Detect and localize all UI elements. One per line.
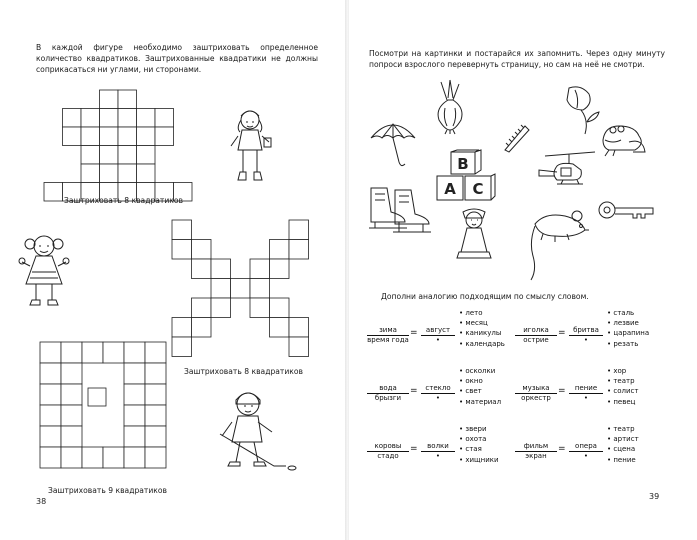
grid-cell[interactable]: [172, 337, 192, 357]
grid-cell[interactable]: [61, 426, 82, 447]
grid-cell[interactable]: [270, 240, 290, 260]
grid-cell[interactable]: [44, 183, 63, 202]
analogy-denominator: острие: [523, 336, 549, 344]
grid-cell[interactable]: [61, 363, 82, 384]
caption-figure-1: Заштриховать 8 квадратиков: [64, 196, 183, 205]
analogy-fraction-right: [569, 326, 603, 345]
analogy-given-word: август: [421, 326, 455, 336]
grid-cell[interactable]: [289, 240, 309, 260]
grid-cell[interactable]: [155, 127, 174, 146]
grid-cell[interactable]: [40, 384, 61, 405]
equals-sign: =: [558, 386, 566, 396]
grid-cell[interactable]: [118, 127, 137, 146]
grid-cell[interactable]: [145, 405, 166, 426]
grid-cell[interactable]: [124, 405, 145, 426]
analogy-given-word: волки: [421, 442, 455, 452]
skates-icon: [365, 184, 435, 240]
grid-cell[interactable]: [145, 363, 166, 384]
analogy-option[interactable]: • стая: [459, 444, 499, 454]
analogy-blank[interactable]: •: [435, 336, 441, 344]
grid-cell[interactable]: [103, 447, 124, 468]
grid-cell[interactable]: [61, 384, 82, 405]
analogy-option[interactable]: • резать: [607, 339, 649, 349]
block-letter-b: B: [457, 155, 469, 173]
grid-cell[interactable]: [231, 279, 251, 299]
analogy-option[interactable]: • хор: [607, 366, 638, 376]
analogy-option[interactable]: • царапина: [607, 328, 649, 338]
analogy-denominator: оркестр: [521, 394, 551, 402]
analogy-option[interactable]: • месяц: [459, 318, 505, 328]
grid-cell[interactable]: [137, 127, 156, 146]
grid-cell[interactable]: [172, 240, 192, 260]
analogy-given-word: опера: [569, 442, 603, 452]
analogy-option[interactable]: • лето: [459, 308, 505, 318]
umbrella-icon: [367, 118, 419, 170]
analogy-fraction-right: [421, 442, 455, 461]
analogy-blank[interactable]: •: [583, 452, 589, 460]
caption-figure-3: Заштриховать 9 квадратиков: [48, 486, 167, 495]
grid-cell[interactable]: [124, 447, 145, 468]
grid-cell[interactable]: [100, 127, 119, 146]
equals-sign: =: [410, 386, 418, 396]
analogy-row: [515, 367, 665, 430]
grid-cell[interactable]: [289, 318, 309, 338]
analogy-option[interactable]: • звери: [459, 424, 499, 434]
page-number-right: 39: [649, 492, 660, 501]
analogy-given-word: пение: [569, 384, 603, 394]
analogy-option[interactable]: • театр: [607, 424, 639, 434]
grid-cell[interactable]: [100, 146, 119, 165]
grid-cell[interactable]: [63, 127, 82, 146]
equals-sign: =: [558, 328, 566, 338]
grid-cell[interactable]: [103, 342, 124, 363]
analogy-option[interactable]: • сцена: [607, 444, 639, 454]
grid-cell[interactable]: [145, 384, 166, 405]
grid-cell[interactable]: [118, 146, 137, 165]
analogy-fraction-right: [421, 326, 455, 345]
grid-cell[interactable]: [81, 127, 100, 146]
analogy-option[interactable]: • пение: [607, 455, 639, 465]
analogy-option[interactable]: • окно: [459, 376, 501, 386]
analogy-fraction-left: [367, 442, 409, 461]
analogy-given-word: стекло: [421, 384, 455, 394]
analogy-option[interactable]: • каникулы: [459, 328, 505, 338]
analogy-options: [459, 424, 499, 465]
grid-cell[interactable]: [100, 164, 119, 183]
grid-cell[interactable]: [172, 220, 192, 240]
analogy-option[interactable]: • охота: [459, 434, 499, 444]
grid-cell[interactable]: [61, 342, 82, 363]
grid-cell[interactable]: [82, 447, 103, 468]
grid-cell[interactable]: [145, 342, 166, 363]
grid-cell[interactable]: [124, 342, 145, 363]
analogy-fraction-right: [569, 384, 603, 403]
grid-cell[interactable]: [211, 298, 231, 318]
grid-cell[interactable]: [250, 298, 270, 318]
analogy-option[interactable]: • театр: [607, 376, 638, 386]
grid-cell[interactable]: [145, 426, 166, 447]
grid-cell[interactable]: [118, 164, 137, 183]
grid-cell[interactable]: [192, 240, 212, 260]
analogy-row: [367, 367, 517, 430]
analogy-fraction-left: [515, 384, 557, 403]
analogy-fraction-right: [569, 442, 603, 461]
helicopter-icon: [537, 150, 601, 194]
analogy-option[interactable]: • хищники: [459, 455, 499, 465]
grid-cell[interactable]: [192, 318, 212, 338]
grid-cell[interactable]: [63, 109, 82, 128]
girl-illustration: [228, 106, 272, 188]
grid-cell[interactable]: [61, 405, 82, 426]
left-page: [0, 0, 346, 540]
analogy-option[interactable]: • осколки: [459, 366, 501, 376]
grid-cell[interactable]: [172, 318, 192, 338]
page-number-left: 38: [36, 497, 47, 506]
analogy-option[interactable]: • лезвие: [607, 318, 649, 328]
analogy-blank[interactable]: •: [583, 394, 589, 402]
tulip-icon: [559, 84, 603, 136]
analogy-option[interactable]: • солист: [607, 386, 638, 396]
grid-cell[interactable]: [118, 109, 137, 128]
grid-cell[interactable]: [61, 447, 82, 468]
hockey-player-illustration: [212, 386, 300, 476]
left-instruction: В каждой фигуре необходимо заштриховать определенное количество квадратиков. Заштрихованные квадратики не должны соприкасаться ни углами, ни сторонами.: [36, 43, 318, 74]
block-letter-a: A: [444, 180, 456, 198]
grid-cell[interactable]: [155, 109, 174, 128]
grid-cell[interactable]: [81, 164, 100, 183]
grid-cell[interactable]: [137, 146, 156, 165]
analogy-option[interactable]: • свет: [459, 386, 501, 396]
analogy-blank[interactable]: •: [435, 394, 441, 402]
grid-cell[interactable]: [250, 259, 270, 279]
comb-icon: [499, 120, 533, 154]
grid-cell[interactable]: [40, 426, 61, 447]
analogy-options: [607, 424, 639, 465]
analogy-denominator: стадо: [377, 452, 399, 460]
analogy-blank[interactable]: •: [583, 336, 589, 344]
analogy-numerator: зима: [367, 326, 409, 336]
grid-cell[interactable]: [100, 90, 119, 109]
analogy-numerator: вода: [367, 384, 409, 394]
grid-cell[interactable]: [192, 298, 212, 318]
equals-sign: =: [410, 328, 418, 338]
analogy-numerator: иголка: [515, 326, 557, 336]
analogy-fraction-left: [367, 384, 409, 403]
grid-cell[interactable]: [40, 447, 61, 468]
analogy-denominator: время года: [367, 336, 409, 344]
grid-cell[interactable]: [250, 279, 270, 299]
analogy-option[interactable]: • календарь: [459, 339, 505, 349]
analogy-numerator: коровы: [367, 442, 409, 452]
grid-cell[interactable]: [124, 363, 145, 384]
analogy-denominator: брызги: [374, 394, 402, 402]
analogy-option[interactable]: • артист: [607, 434, 639, 444]
grid-cell[interactable]: [124, 384, 145, 405]
analogy-denominator: экран: [525, 452, 547, 460]
analogy-option[interactable]: • материал: [459, 397, 501, 407]
grid-cell[interactable]: [118, 90, 137, 109]
right-page: [349, 0, 697, 540]
analogy-fraction-left: [515, 326, 557, 345]
analogy-row: [515, 425, 665, 488]
analogy-numerator: фильм: [515, 442, 557, 452]
grid-cell[interactable]: [211, 259, 231, 279]
analogy-given-word: бритва: [569, 326, 603, 336]
onion-icon: [433, 78, 467, 134]
mouse-icon: [525, 206, 591, 282]
analogy-option[interactable]: • певец: [607, 397, 638, 407]
frog-icon: [599, 118, 649, 158]
analogy-fraction-left: [515, 442, 557, 461]
grid-cell[interactable]: [270, 259, 290, 279]
analogy-options: [459, 366, 501, 407]
grid-cell[interactable]: [81, 109, 100, 128]
key-icon: [597, 196, 657, 224]
right-instruction: Посмотри на картинки и постарайся их запомнить. Через одну минуту попроси взрослого перевернуть страницу, но сам на неё не смотри.: [369, 49, 665, 69]
doll-icon: [453, 208, 495, 262]
grid-cell[interactable]: [211, 279, 231, 299]
analogy-numerator: музыка: [515, 384, 557, 394]
analogy-options: [607, 366, 638, 407]
doll-girl-illustration: [18, 232, 70, 308]
analogy-option[interactable]: • сталь: [607, 308, 649, 318]
analogy-row: [367, 309, 517, 372]
analogy-options: [459, 308, 505, 349]
grid-cell[interactable]: [124, 426, 145, 447]
grid-cell-center[interactable]: [88, 388, 106, 406]
equals-sign: =: [410, 444, 418, 454]
grid-cell[interactable]: [137, 164, 156, 183]
grid-cell[interactable]: [270, 318, 290, 338]
grid-cell[interactable]: [81, 146, 100, 165]
grid-cell[interactable]: [270, 298, 290, 318]
analogy-options: [607, 308, 649, 349]
caption-figure-2: Заштриховать 8 квадратиков: [184, 367, 303, 376]
grid-cell[interactable]: [40, 342, 61, 363]
grid-cell[interactable]: [289, 220, 309, 240]
analogy-row: [367, 425, 517, 488]
equals-sign: =: [558, 444, 566, 454]
abc-blocks-icon: [435, 150, 497, 204]
grid-cell[interactable]: [100, 109, 119, 128]
grid-cell[interactable]: [82, 342, 103, 363]
grid-cell[interactable]: [40, 405, 61, 426]
grid-cell[interactable]: [137, 109, 156, 128]
analogy-blank[interactable]: •: [435, 452, 441, 460]
block-letter-c: C: [472, 180, 484, 198]
analogy-row: [515, 309, 665, 372]
analogy-title: Дополни аналогию подходящим по смыслу словом.: [381, 292, 589, 301]
grid-cell[interactable]: [145, 447, 166, 468]
grid-cell[interactable]: [289, 337, 309, 357]
analogy-fraction-right: [421, 384, 455, 403]
analogy-fraction-left: [367, 326, 409, 345]
grid-cell[interactable]: [192, 259, 212, 279]
grid-cell[interactable]: [40, 363, 61, 384]
